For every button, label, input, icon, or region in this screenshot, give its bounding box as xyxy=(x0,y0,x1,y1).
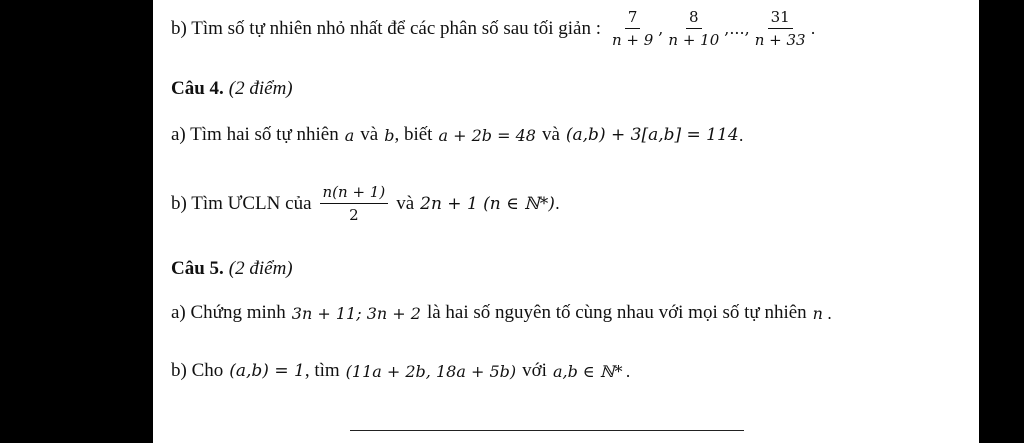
conj-with: với xyxy=(522,360,547,381)
var-a: a xyxy=(344,125,355,145)
period: . xyxy=(554,194,560,213)
equation-2: (a,b) + 3[a,b] = 114 xyxy=(565,125,739,145)
fraction-numerator: 8 xyxy=(686,8,702,29)
period: . xyxy=(810,19,816,38)
problem-4a-text-1: a) Tìm hai số tự nhiên xyxy=(171,124,339,145)
conj-and-2: và xyxy=(541,124,560,145)
fraction-7-over-n-9 xyxy=(609,8,656,49)
fraction-numerator: 7 xyxy=(625,8,641,29)
period: . xyxy=(738,125,744,145)
fraction-denominator: n + 10 xyxy=(668,31,720,49)
expression-gcd-pair: (11a + 2b, 18a + 5b) xyxy=(345,361,517,381)
var-b: b xyxy=(384,125,395,145)
fraction-numerator: 31 xyxy=(768,8,793,29)
fraction-n-n-plus-1-over-2 xyxy=(320,183,389,224)
problem-5a-text-1: a) Chứng minh xyxy=(171,302,286,323)
equation-1: a + 2b = 48 xyxy=(438,125,536,145)
question-5-title: Câu 5. xyxy=(171,258,224,279)
fraction-8-over-n-10 xyxy=(665,8,722,49)
var-n: n xyxy=(812,303,823,323)
problem-3b-text: b) Tìm số tự nhiên nhỏ nhất để các phân số sau tối giản : xyxy=(171,17,601,39)
expression-ab-in-n: a,b ∈ ℕ* xyxy=(552,361,623,381)
expression-2n-plus-1: 2n + 1 (n ∈ ℕ*) xyxy=(420,193,555,214)
separator: , xyxy=(658,19,664,38)
problem-5a xyxy=(171,302,832,324)
problem-4b-text-1: b) Tìm ƯCLN của xyxy=(171,192,312,214)
problem-4a xyxy=(171,124,744,146)
problem-5a-text-2: là hai số nguyên tố cùng nhau với mọi số tự nhiên xyxy=(426,302,807,323)
period: . xyxy=(625,361,631,381)
question-5-heading xyxy=(171,258,293,280)
expression-3n: 3n + 11; 3n + 2 xyxy=(291,303,421,323)
question-4-points: (2 điểm) xyxy=(228,78,293,99)
divider-line xyxy=(350,430,744,431)
ellipsis-separator: ,..., xyxy=(724,19,750,38)
problem-4b xyxy=(171,183,560,224)
document-page xyxy=(153,0,979,443)
fraction-denominator: n + 33 xyxy=(754,31,806,49)
expression-gcd-ab: (a,b) = 1 xyxy=(229,361,305,381)
problem-5b-text-2: , tìm xyxy=(304,360,340,381)
fraction-31-over-n-33 xyxy=(752,8,809,49)
question-4-heading xyxy=(171,78,293,100)
problem-3b xyxy=(171,8,816,49)
question-4-title: Câu 4. xyxy=(171,78,224,99)
conj-and: và xyxy=(360,124,379,145)
problem-4a-text-2: , biết xyxy=(394,124,433,145)
problem-5b xyxy=(171,360,631,382)
question-5-points: (2 điểm) xyxy=(228,258,293,279)
problem-5b-text-1: b) Cho xyxy=(171,360,224,381)
fraction-denominator: n + 9 xyxy=(611,31,654,49)
fraction-denominator: 2 xyxy=(349,206,359,224)
fraction-numerator: n(n + 1) xyxy=(320,183,389,204)
period: . xyxy=(826,303,833,323)
conj-and: và xyxy=(396,192,415,214)
